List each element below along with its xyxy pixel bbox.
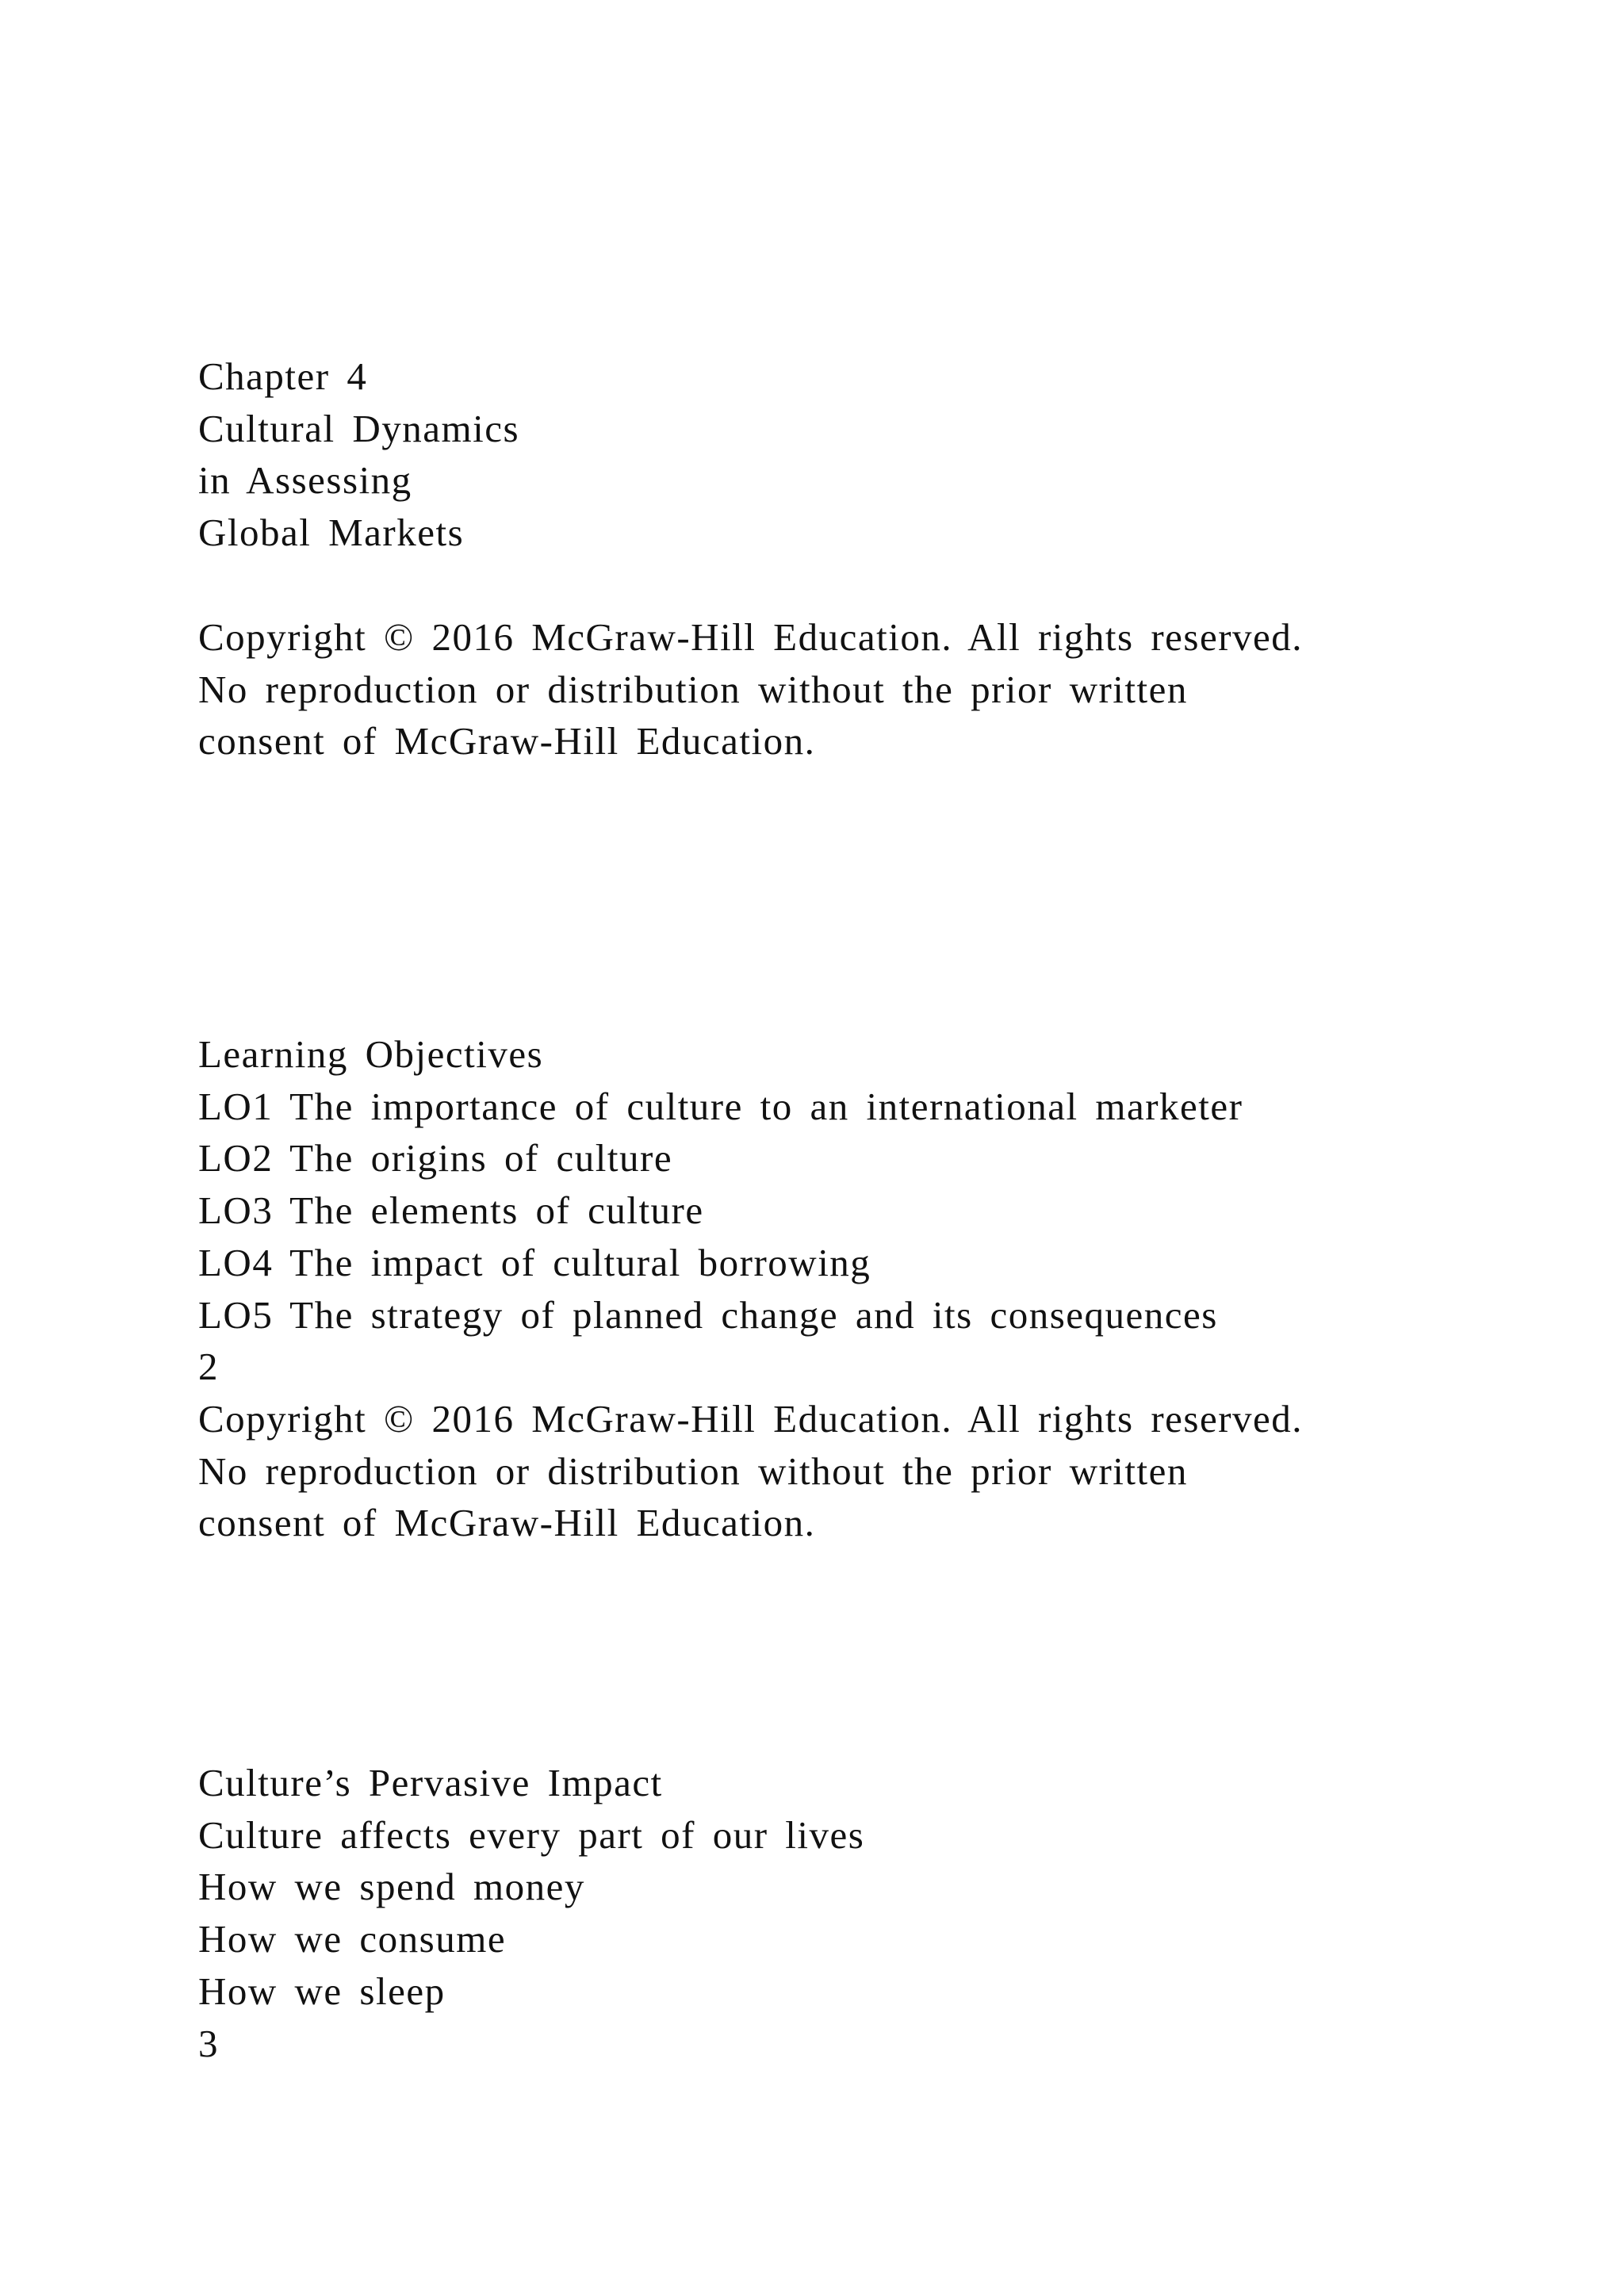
chapter-title-line: Cultural Dynamics <box>198 406 520 450</box>
copyright-line: consent of McGraw-Hill Education. <box>198 1501 816 1545</box>
objective-item: LO1 The importance of culture to an international marketer <box>198 1084 1243 1128</box>
copyright-line: No reproduction or distribution without the prior written <box>198 667 1188 711</box>
section-heading: Culture’s Pervasive Impact <box>198 1761 663 1804</box>
copyright-line: Copyright © 2016 McGraw-Hill Education. All rights reserved. <box>198 615 1304 659</box>
chapter-title-block <box>198 350 1507 559</box>
bullet-item: Culture affects every part of our lives <box>198 1812 865 1857</box>
chapter-title-line: Global Markets <box>198 511 465 555</box>
page-number: 2 <box>198 1345 219 1389</box>
copyright-line: No reproduction or distribution without the prior written <box>198 1448 1188 1493</box>
chapter-label: Chapter 4 <box>198 354 368 398</box>
objective-item: LO5 The strategy of planned change and its consequences <box>198 1292 1218 1337</box>
copyright-line: Copyright © 2016 McGraw-Hill Education. All rights reserved. <box>198 1396 1304 1441</box>
page-number: 3 <box>198 2021 219 2065</box>
bullet-item: How we sleep <box>198 1969 446 2013</box>
section-heading: Learning Objectives <box>198 1032 544 1076</box>
chapter-title-line: in Assessing <box>198 458 412 503</box>
objective-item: LO4 The impact of cultural borrowing <box>198 1240 871 1284</box>
bullet-item: How we consume <box>198 1917 507 1961</box>
pervasive-impact-section <box>198 1757 1507 2069</box>
copyright-line: consent of McGraw-Hill Education. <box>198 719 816 763</box>
copyright-notice <box>198 611 1507 767</box>
objective-item: LO2 The origins of culture <box>198 1136 673 1181</box>
objective-item: LO3 The elements of culture <box>198 1188 704 1233</box>
bullet-item: How we spend money <box>198 1865 585 1909</box>
learning-objectives-section <box>198 1028 1507 1549</box>
